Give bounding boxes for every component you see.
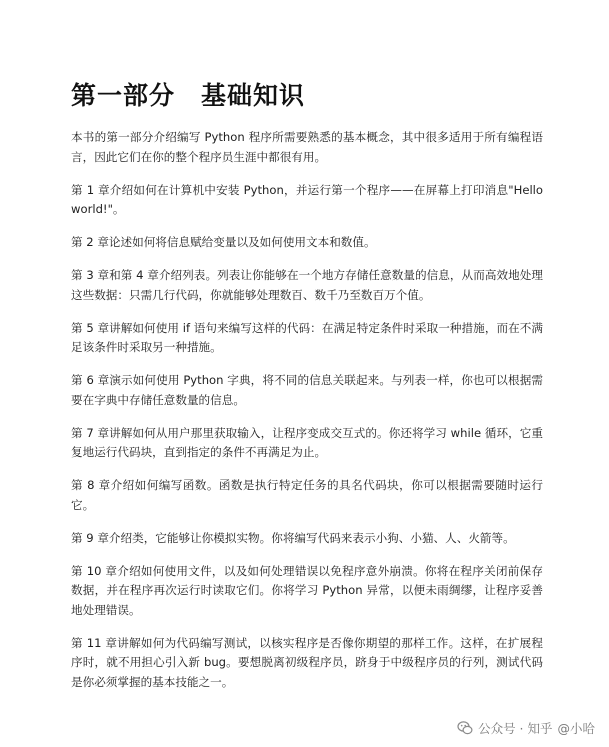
paragraph-chapter-5: 第 5 章讲解如何使用 if 语句来编写这样的代码：在满足特定条件时采取一种措施，而在不满足该条件时采取另一种措施。 — [71, 320, 543, 354]
paragraph-chapter-8: 第 8 章介绍如何编写函数。函数是执行特定任务的具名代码块，你可以根据需要随时运行它。 — [71, 478, 543, 512]
watermark-author: @小哈 — [557, 721, 595, 736]
watermark — [457, 719, 595, 737]
paragraph-chapter-3-4: 第 3 章和第 4 章介绍列表。列表让你能够在一个地方存储任意数量的信息，从而高效地处理这些数据：只需几行代码，你就能够处理数百、数千乃至数百万个值。 — [71, 268, 543, 302]
body-text — [71, 128, 543, 706]
paragraph-chapter-11: 第 11 章讲解如何为代码编写测试，以核实程序是否像你期望的那样工作。这样，在扩展程序时，就不用担心引入新 bug。要想脱离初级程序员，跻身于中级程序员的行列，测试代码是你必须掌握的基本技能之一。 — [71, 635, 543, 689]
paragraph-chapter-6: 第 6 章演示如何使用 Python 字典，将不同的信息关联起来。与列表一样，你也可以根据需要在字典中存储任意数量的信息。 — [71, 373, 543, 407]
paragraph-intro: 本书的第一部分介绍编写 Python 程序所需要熟悉的基本概念，其中很多适用于所有编程语言，因此它们在你的整个程序员生涯中都很有用。 — [71, 130, 543, 164]
paragraph-chapter-10: 第 10 章介绍如何使用文件，以及如何处理错误以免程序意外崩溃。你将在程序关闭前保存数据，并在程序再次运行时读取它们。你将学习 Python 异常，以便未雨绸缪，让程序妥善地处理错误。 — [71, 563, 543, 617]
paragraph-chapter-2: 第 2 章论述如何将信息赋给变量以及如何使用文本和数值。 — [71, 235, 376, 249]
paragraph-chapter-9: 第 9 章介绍类，它能够让你模拟实物。你将编写代码来表示小狗、小猫、人、火箭等。 — [71, 530, 515, 545]
paragraph-chapter-7: 第 7 章讲解如何从用户那里获取输入，让程序变成交互式的。你还将学习 while 循环，它重复地运行代码块，直到指定的条件不再满足为止。 — [71, 425, 543, 459]
paragraph-chapter-1: 第 1 章介绍如何在计算机中安装 Python，并运行第一个程序——在屏幕上打印消息"Hello world!"。 — [71, 182, 543, 216]
page-title: 第一部分 基础知识 — [71, 81, 306, 110]
watermark-source: 公众号 · 知乎 — [478, 721, 553, 736]
wechat-icon — [457, 720, 473, 736]
